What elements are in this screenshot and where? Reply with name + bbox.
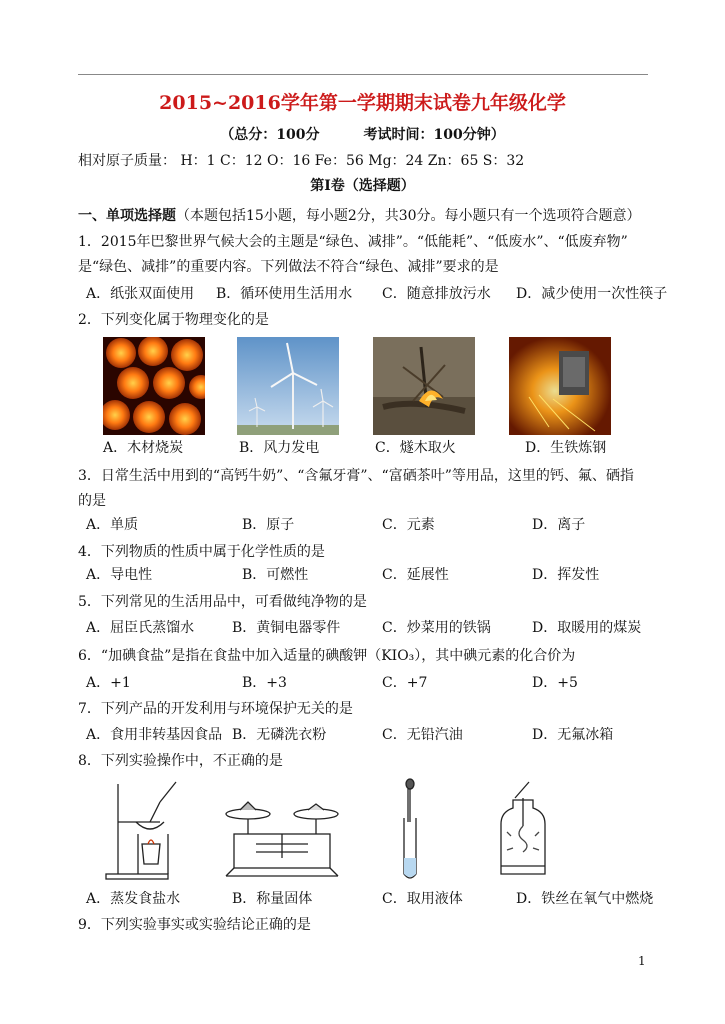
q1-option-b: B．循环使用生活用水 [216,286,353,302]
q6-option-c: C．+7 [382,675,428,691]
q7-option-b: B．无磷洗衣粉 [232,727,327,743]
q6-option-a: A．+1 [86,675,131,691]
oxygen-bottle-diagram [495,778,551,886]
q3-options [86,514,686,534]
q4-options [86,564,686,584]
balance-diagram [220,778,344,886]
wind-turbine-photo [237,337,339,435]
q7-option-a: A．食用非转基因食品 [86,727,223,743]
q9-line-1: 9．下列实验事实或实验结论正确的是 [78,917,311,933]
atomic-mass-line: 相对原子质量： H：1 C：12 O：16 Fe：56 Mg：24 Zn：65 S：32 [78,153,525,169]
q2-option-a: A．木材烧炭 [103,440,184,456]
steel-furnace-photo [509,337,611,435]
q2-option-c: C．燧木取火 [375,440,456,456]
q2-option-b: B．风力发电 [239,440,320,456]
q3-line-1: 3．日常生活中用到的“高钙牛奶”、“含氟牙膏”、“富硒茶叶”等用品，这里的钙、氟、硒指 [78,468,634,484]
q5-option-c: C．炒菜用的铁锅 [382,620,491,636]
q8-option-c: C．取用液体 [382,891,463,907]
q4-option-a: A．导电性 [86,567,153,583]
q8-option-b: B．称量固体 [232,891,313,907]
section-heading [78,205,641,225]
q5-option-b: B．黄铜电器零件 [232,620,341,636]
q7-option-c: C．无铅汽油 [382,727,463,743]
q3-option-b: B．原子 [242,517,295,533]
q4-option-b: B．可燃性 [242,567,309,583]
q6-line-1: 6．“加碘食盐”是指在食盐中加入适量的碘酸钾（KIO₃），其中碘元素的化合价为 [78,648,576,664]
section-heading-bold: 一、单项选择题 [78,208,176,224]
fire-drill-photo [373,337,475,435]
q6-option-b: B．+3 [242,675,287,691]
q4-line-1: 4．下列物质的性质中属于化学性质的是 [78,544,325,560]
section-title: 第Ⅰ卷（选择题） [310,178,415,194]
page-number: 1 [638,954,646,968]
q1-line-1: 1．2015年巴黎世界气候大会的主题是“绿色、减排”。“低能耗”、“低废水”、“低废弃物” [78,234,628,250]
q4-option-c: C．延展性 [382,567,449,583]
exam-title: 2015~2016学年第一学期期末试卷九年级化学 [159,92,566,114]
evaporation-diagram [98,778,198,886]
q7-line-1: 7．下列产品的开发利用与环境保护无关的是 [78,701,353,717]
test-tube-diagram [392,778,428,886]
q6-options [86,672,686,692]
q3-line-2: 的是 [78,493,106,509]
q6-option-d: D．+5 [532,675,578,691]
exam-subtitle [0,124,725,144]
charcoal-photo [103,337,205,435]
q5-options [86,617,686,637]
q5-line-1: 5．下列常见的生活用品中，可看做纯净物的是 [78,594,367,610]
q7-options [86,724,686,744]
q8-options [86,888,686,908]
q2-line-1: 2．下列变化属于物理变化的是 [78,312,269,328]
q7-option-d: D．无氟冰箱 [532,727,614,743]
q8-line-1: 8．下列实验操作中，不正确的是 [78,753,283,769]
exam-time: 考试时间：100分钟） [363,127,505,143]
q4-option-d: D．挥发性 [532,567,600,583]
q1-options [86,283,686,303]
total-score: （总分：100分 [220,127,320,143]
section-heading-rest: （本题包括15小题，每小题2分，共30分。每小题只有一个选项符合题意） [176,208,641,224]
q1-option-d: D．减少使用一次性筷子 [516,286,668,302]
q1-line-2: 是“绿色、减排”的重要内容。下列做法不符合“绿色、减排”要求的是 [78,259,499,275]
q8-option-a: A．蒸发食盐水 [86,891,181,907]
q2-option-d: D．生铁炼钢 [525,440,607,456]
header-rule [78,74,648,75]
q1-option-c: C．随意排放污水 [382,286,491,302]
q5-option-a: A．屈臣氏蒸馏水 [86,620,195,636]
q3-option-d: D．离子 [532,517,586,533]
q3-option-c: C．元素 [382,517,435,533]
q5-option-d: D．取暖用的煤炭 [532,620,642,636]
q8-option-d: D．铁丝在氧气中燃烧 [516,891,654,907]
q1-option-a: A．纸张双面使用 [86,286,195,302]
q3-option-a: A．单质 [86,517,139,533]
